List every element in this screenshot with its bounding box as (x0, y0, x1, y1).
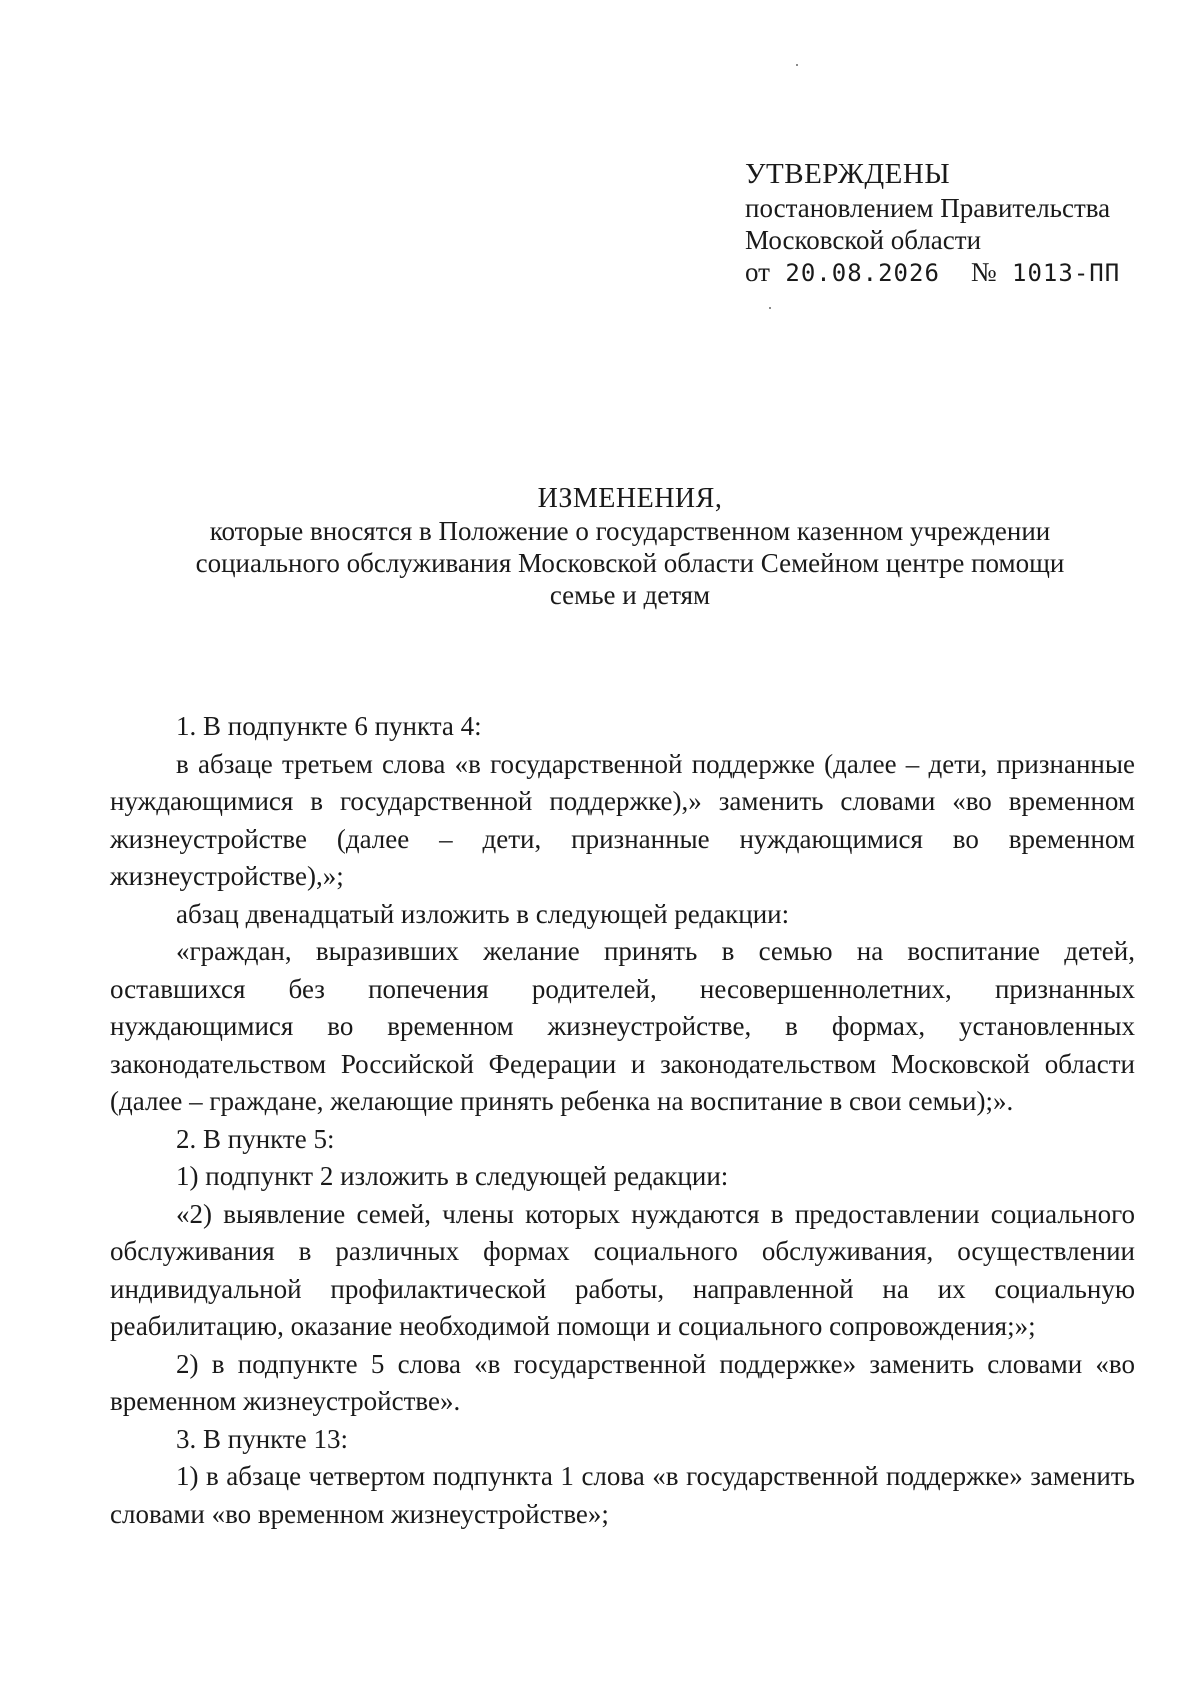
paragraph-7: «2) выявление семей, члены которых нуждаются в предоставлении социального обслуживания в различных формах социального обслуживания, осуществлении индивидуальной профилактической работы, направленной на их социальную реабилитацию, оказание необходимой помощи и социального сопровождения;»; (110, 1198, 1135, 1341)
approval-line-1: постановлением Правительства (745, 193, 1111, 223)
scan-speck (769, 307, 771, 309)
approval-block (745, 158, 1165, 289)
paragraph-3: абзац двенадцатый изложить в следующей редакции: (176, 898, 790, 929)
paragraph-6: 1) подпункт 2 изложить в следующей редакции: (176, 1161, 729, 1191)
paragraph-1: 1. В подпункте 6 пункта 4: (176, 711, 482, 741)
document-body (110, 708, 1135, 1533)
heading-line-2: социального обслуживания Московской области Семейном центре помощи (195, 548, 1065, 578)
approval-title: УТВЕРЖДЕНЫ (745, 158, 951, 190)
paragraph-8: 2) в подпункте 5 слова «в государственной поддержке» заменить словами «во временном жизнеустройстве». (110, 1348, 1135, 1416)
approval-number: 1013-ПП (1012, 259, 1121, 287)
scan-speck (796, 64, 798, 66)
heading-line-1: которые вносятся в Положение о государственном казенном учреждении (209, 516, 1051, 546)
approval-line-2: Московской области (745, 225, 982, 255)
paragraph-2: в абзаце третьем слова «в государственной поддержке (далее – дети, признанные нуждающимися в государственной поддержке),» заменить словами «во временном жизнеустройстве (далее – дети, признанные нуждающимися во временном жизнеустройстве),»; (110, 748, 1135, 891)
heading-line-3: семье и детям (549, 580, 711, 610)
approval-date-line (745, 256, 1165, 289)
document-heading (150, 483, 1110, 611)
paragraph-9: 3. В пункте 13: (176, 1423, 348, 1454)
heading-title: ИЗМЕНЕНИЯ, (537, 483, 723, 514)
paragraph-5: 2. В пункте 5: (176, 1123, 335, 1154)
number-sign: № (970, 257, 997, 287)
paragraph-10: 1) в абзаце четвертом подпункта 1 слова «в государственной поддержке» заменить словами «во временном жизнеустройстве»; (110, 1461, 1135, 1529)
date-prefix: от (745, 257, 770, 287)
paragraph-4: «граждан, выразивших желание принять в семью на воспитание детей, оставшихся без попечения родителей, несовершеннолетних, признанных нуждающимися во временном жизнеустройстве, в формах, установленных законодательством Российской Федерации и законодательством Московской области (далее – граждане, желающие принять ребенка на воспитание в свои семьи);». (110, 936, 1135, 1116)
approval-date: 20.08.2026 (785, 259, 940, 287)
